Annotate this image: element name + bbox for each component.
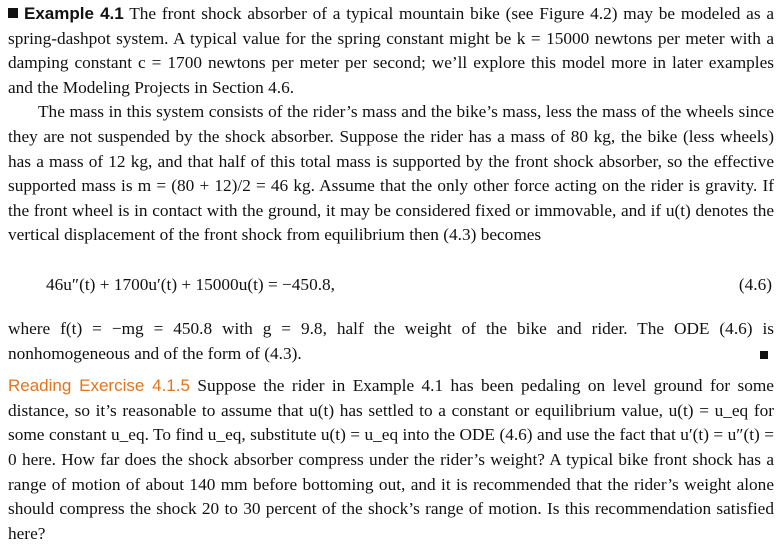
example-paragraph-3 [8,317,774,366]
example-paragraph-2: The mass in this system consists of the rider’s mass and the bike’s mass, less the mass of the wheels since they are not suspended by the shock absorber. Suppose the rider has a mass of 80 kg, the bike (less wheels) has a mass of 12 kg, and that half of this total mass is supported by the front shock absorber, so the effective supported mass is m = (80 + 12)/2 = 46 kg. Assume that the only other force acting on the rider is gravity. If the front wheel is in contact with the ground, it may be considered fixed or immovable, and if u(t) denotes the vertical displacement of the front shock from equilibrium then (4.3) becomes [8,102,774,245]
equation: 46u″(t) + 1700u′(t) + 15000u(t) = −450.8, [46,274,335,294]
example-text-3: where f(t) = −mg = 450.8 with g = 9.8, half the weight of the bike and rider. The ODE (4.6) is nonhomogeneous and of the form of (4.3). [8,318,774,363]
qed-icon [760,351,768,359]
bullet-icon [8,8,18,18]
example-label: Example 4.1 [24,4,124,23]
example-paragraph-1 [8,2,774,100]
equation-number: (4.6) [738,274,772,294]
reading-exercise [8,374,774,546]
reading-exercise-label: Reading Exercise 4.1.5 [8,376,190,396]
reading-exercise-text: Suppose the rider in Example 4.1 has been pedaling on level ground for some distance, so it’s reasonable to assume that u(t) has settled to a constant or equilibrium value, u(t) = u_eq for some constant u_eq. To find u_eq, substitute u(t) = u_eq into the ODE (4.6) and use the fact that u′(t) = u″(t) = 0 here. How far does the shock absorber compress under the rider’s weight? A typical bike front shock has a range of motion of about 140 mm before bottoming out, and it is recommended that the rider’s weight alone should compress the shock 20 to 30 percent of the shock’s range of motion. Is this recommendation satisfied here? [8,376,774,543]
equation-row [8,273,774,297]
example-text-1: The front shock absorber of a typical mountain bike (see Figure 4.2) may be modeled as a spring-dashpot system. A typical value for the spring constant might be k = 15000 newtons per meter with a damping constant c = 1700 newtons per meter per second; we’ll explore this model more in later examples and the Modeling Projects in Section 4.6. [8,4,775,97]
